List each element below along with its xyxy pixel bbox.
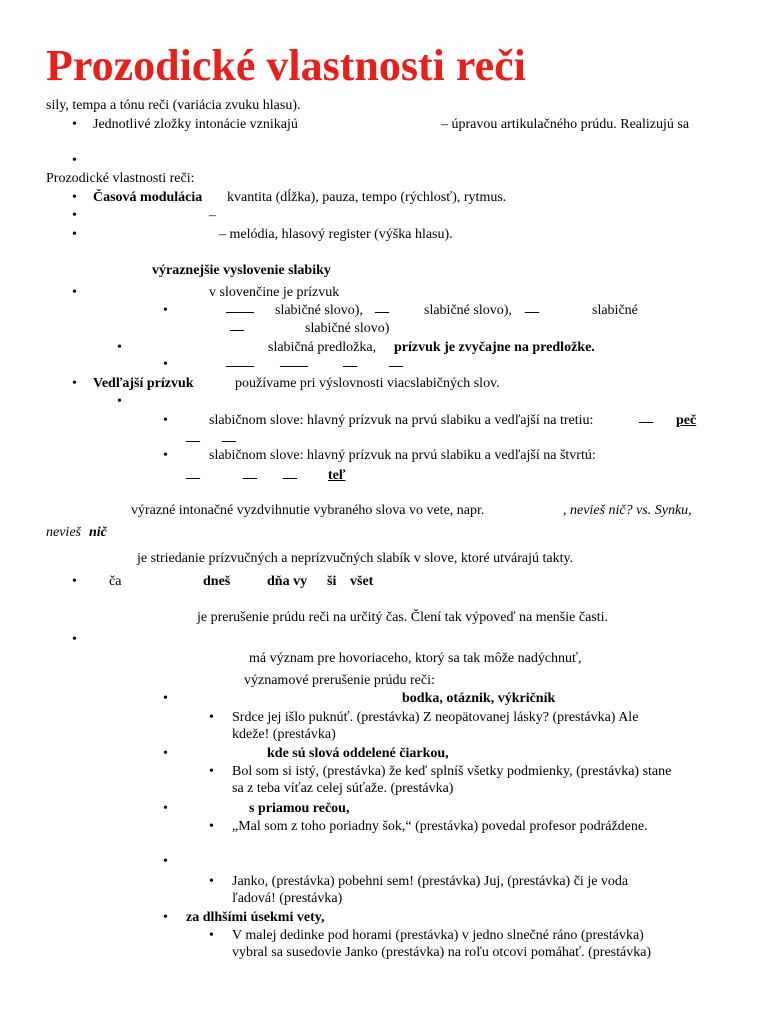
text-line: v slovenčine je prízvuk: [209, 285, 340, 300]
bullet: •: [163, 413, 168, 428]
bullet: •: [72, 285, 77, 300]
bullet: •: [163, 448, 168, 463]
bullet: •: [72, 632, 77, 647]
blank: ____: [280, 354, 308, 369]
text-line: slabičná predložka,: [268, 340, 377, 355]
text-line: je striedanie prízvučných a neprízvučných slabík v slove, ktoré utvárajú takty.: [137, 551, 574, 566]
bullet: •: [163, 357, 168, 372]
italic-text: nevieš: [46, 525, 81, 540]
blank: __: [230, 318, 244, 333]
text-line: Bol som si istý, (prestávka) že keď splníš všetky podmienky, (prestávka) stane: [232, 764, 672, 779]
blank: __: [243, 466, 257, 481]
text-line: sa z teba víťaz celej súťaže. (prestávka): [232, 781, 454, 796]
text-line: kdeže! (prestávka): [232, 727, 336, 742]
bold-term: dňa vy: [267, 574, 308, 589]
blank: __: [525, 300, 539, 315]
blank: __: [222, 429, 236, 444]
bold-term: s priamou rečou,: [249, 801, 350, 816]
blank: __: [186, 429, 200, 444]
bullet: •: [209, 764, 214, 779]
bold-term: za dlhšími úsekmi vety,: [186, 910, 325, 925]
bold-term: všet: [350, 574, 374, 589]
text-line: slabičné: [592, 303, 638, 318]
bullet: •: [163, 801, 168, 816]
text-line: slabičné slovo),: [424, 303, 512, 318]
text-line: má význam pre hovoriaceho, ktorý sa tak môže nadýchnuť,: [249, 651, 582, 666]
bold-term: prízvuk je zvyčajne na predložke.: [394, 340, 595, 355]
blank: __: [375, 300, 389, 315]
page-title: Prozodické vlastnosti reči: [46, 41, 526, 90]
text-line: Janko, (prestávka) pobehni sem! (prestávka) Juj, (prestávka) či je voda: [232, 874, 629, 889]
text-line: –: [209, 208, 216, 223]
text-line: vybral sa susedovie Janko (prestávka) na roľu otcovi pomáhať. (prestávka): [232, 945, 652, 960]
text-line: je prerušenie prúdu reči na určitý čas. Člení tak výpoveď na menšie časti.: [197, 610, 609, 625]
bold-term: teľ: [328, 468, 346, 483]
bold-term: peč: [676, 413, 697, 428]
blank: __: [186, 466, 200, 481]
bullet: •: [163, 746, 168, 761]
blank: __: [389, 354, 403, 369]
bullet: •: [117, 394, 122, 409]
text-line: ľadová! (prestávka): [232, 891, 343, 906]
text-line: Srdce jej išlo puknúť. (prestávka) Z neopätovanej lásky? (prestávka) Ale: [232, 710, 639, 725]
blank: ____: [226, 354, 254, 369]
bullet: •: [209, 710, 214, 725]
text-line: slabičnom slove: hlavný prízvuk na prvú slabiku a vedľajší na štvrtú:: [209, 448, 596, 463]
bullet: •: [163, 910, 168, 925]
bold-italic-text: nič: [89, 525, 107, 540]
blank: __: [343, 354, 357, 369]
text-line: slabičnom slove: hlavný prízvuk na prvú slabiku a vedľajší na tretiu:: [209, 413, 594, 428]
bullet: •: [117, 340, 122, 355]
bullet: •: [72, 208, 77, 223]
bullet: •: [72, 376, 77, 391]
text-line: výrazné intonačné vyzdvihnutie vybraného slova vo vete, napr.: [131, 503, 485, 518]
bullet: •: [72, 574, 77, 589]
bullet: •: [163, 854, 168, 869]
text-line: významové prerušenie prúdu reči:: [244, 673, 435, 688]
bold-term: Časová modulácia: [93, 190, 203, 205]
bold-term: dneš: [203, 574, 231, 589]
bold-term: bodka, otáznik, výkričník: [402, 691, 556, 706]
bullet: •: [163, 691, 168, 706]
text-line: Prozodické vlastnosti reči:: [46, 171, 195, 186]
bold-term: ši: [327, 574, 337, 589]
bold-term: Vedľajší prízvuk: [93, 376, 194, 391]
text-line: slabičné slovo): [305, 321, 390, 336]
text-line: – melódia, hlasový register (výška hlasu).: [219, 227, 453, 242]
text-line: Jednotlivé zložky intonácie vznikajú: [93, 117, 298, 132]
text-line: sily, tempa a tónu reči (variácia zvuku hlasu).: [46, 98, 301, 113]
bullet: •: [209, 874, 214, 889]
bullet: •: [72, 190, 77, 205]
text-line: slabičné slovo),: [275, 303, 363, 318]
bullet: •: [163, 303, 168, 318]
text-line: „Mal som z toho poriadny šok,“ (prestávka) povedal profesor podráždene.: [232, 819, 648, 834]
text-line: V malej dedinke pod horami (prestávka) v jedno slnečné ráno (prestávka): [232, 928, 644, 943]
text-line: ča: [109, 574, 122, 589]
bullet: •: [209, 928, 214, 943]
text-line: – úpravou artikulačného prúdu. Realizujú sa: [441, 117, 690, 132]
bold-term: výraznejšie vyslovenie slabiky: [152, 263, 331, 278]
text-line: kvantita (dĺžka), pauza, tempo (rýchlosť), rytmus.: [227, 190, 507, 205]
blank: __: [639, 410, 653, 425]
bold-term: kde sú slová oddelené čiarkou,: [267, 746, 449, 761]
bullet: •: [72, 227, 77, 242]
bullet: •: [72, 117, 77, 132]
text-line: používame pri výslovnosti viacslabičných slov.: [235, 376, 500, 391]
blank: ____: [226, 300, 254, 315]
blank: __: [283, 466, 297, 481]
bullet: •: [72, 153, 77, 168]
bullet: •: [209, 819, 214, 834]
italic-text: , nevieš nič? vs. Synku,: [563, 503, 692, 518]
